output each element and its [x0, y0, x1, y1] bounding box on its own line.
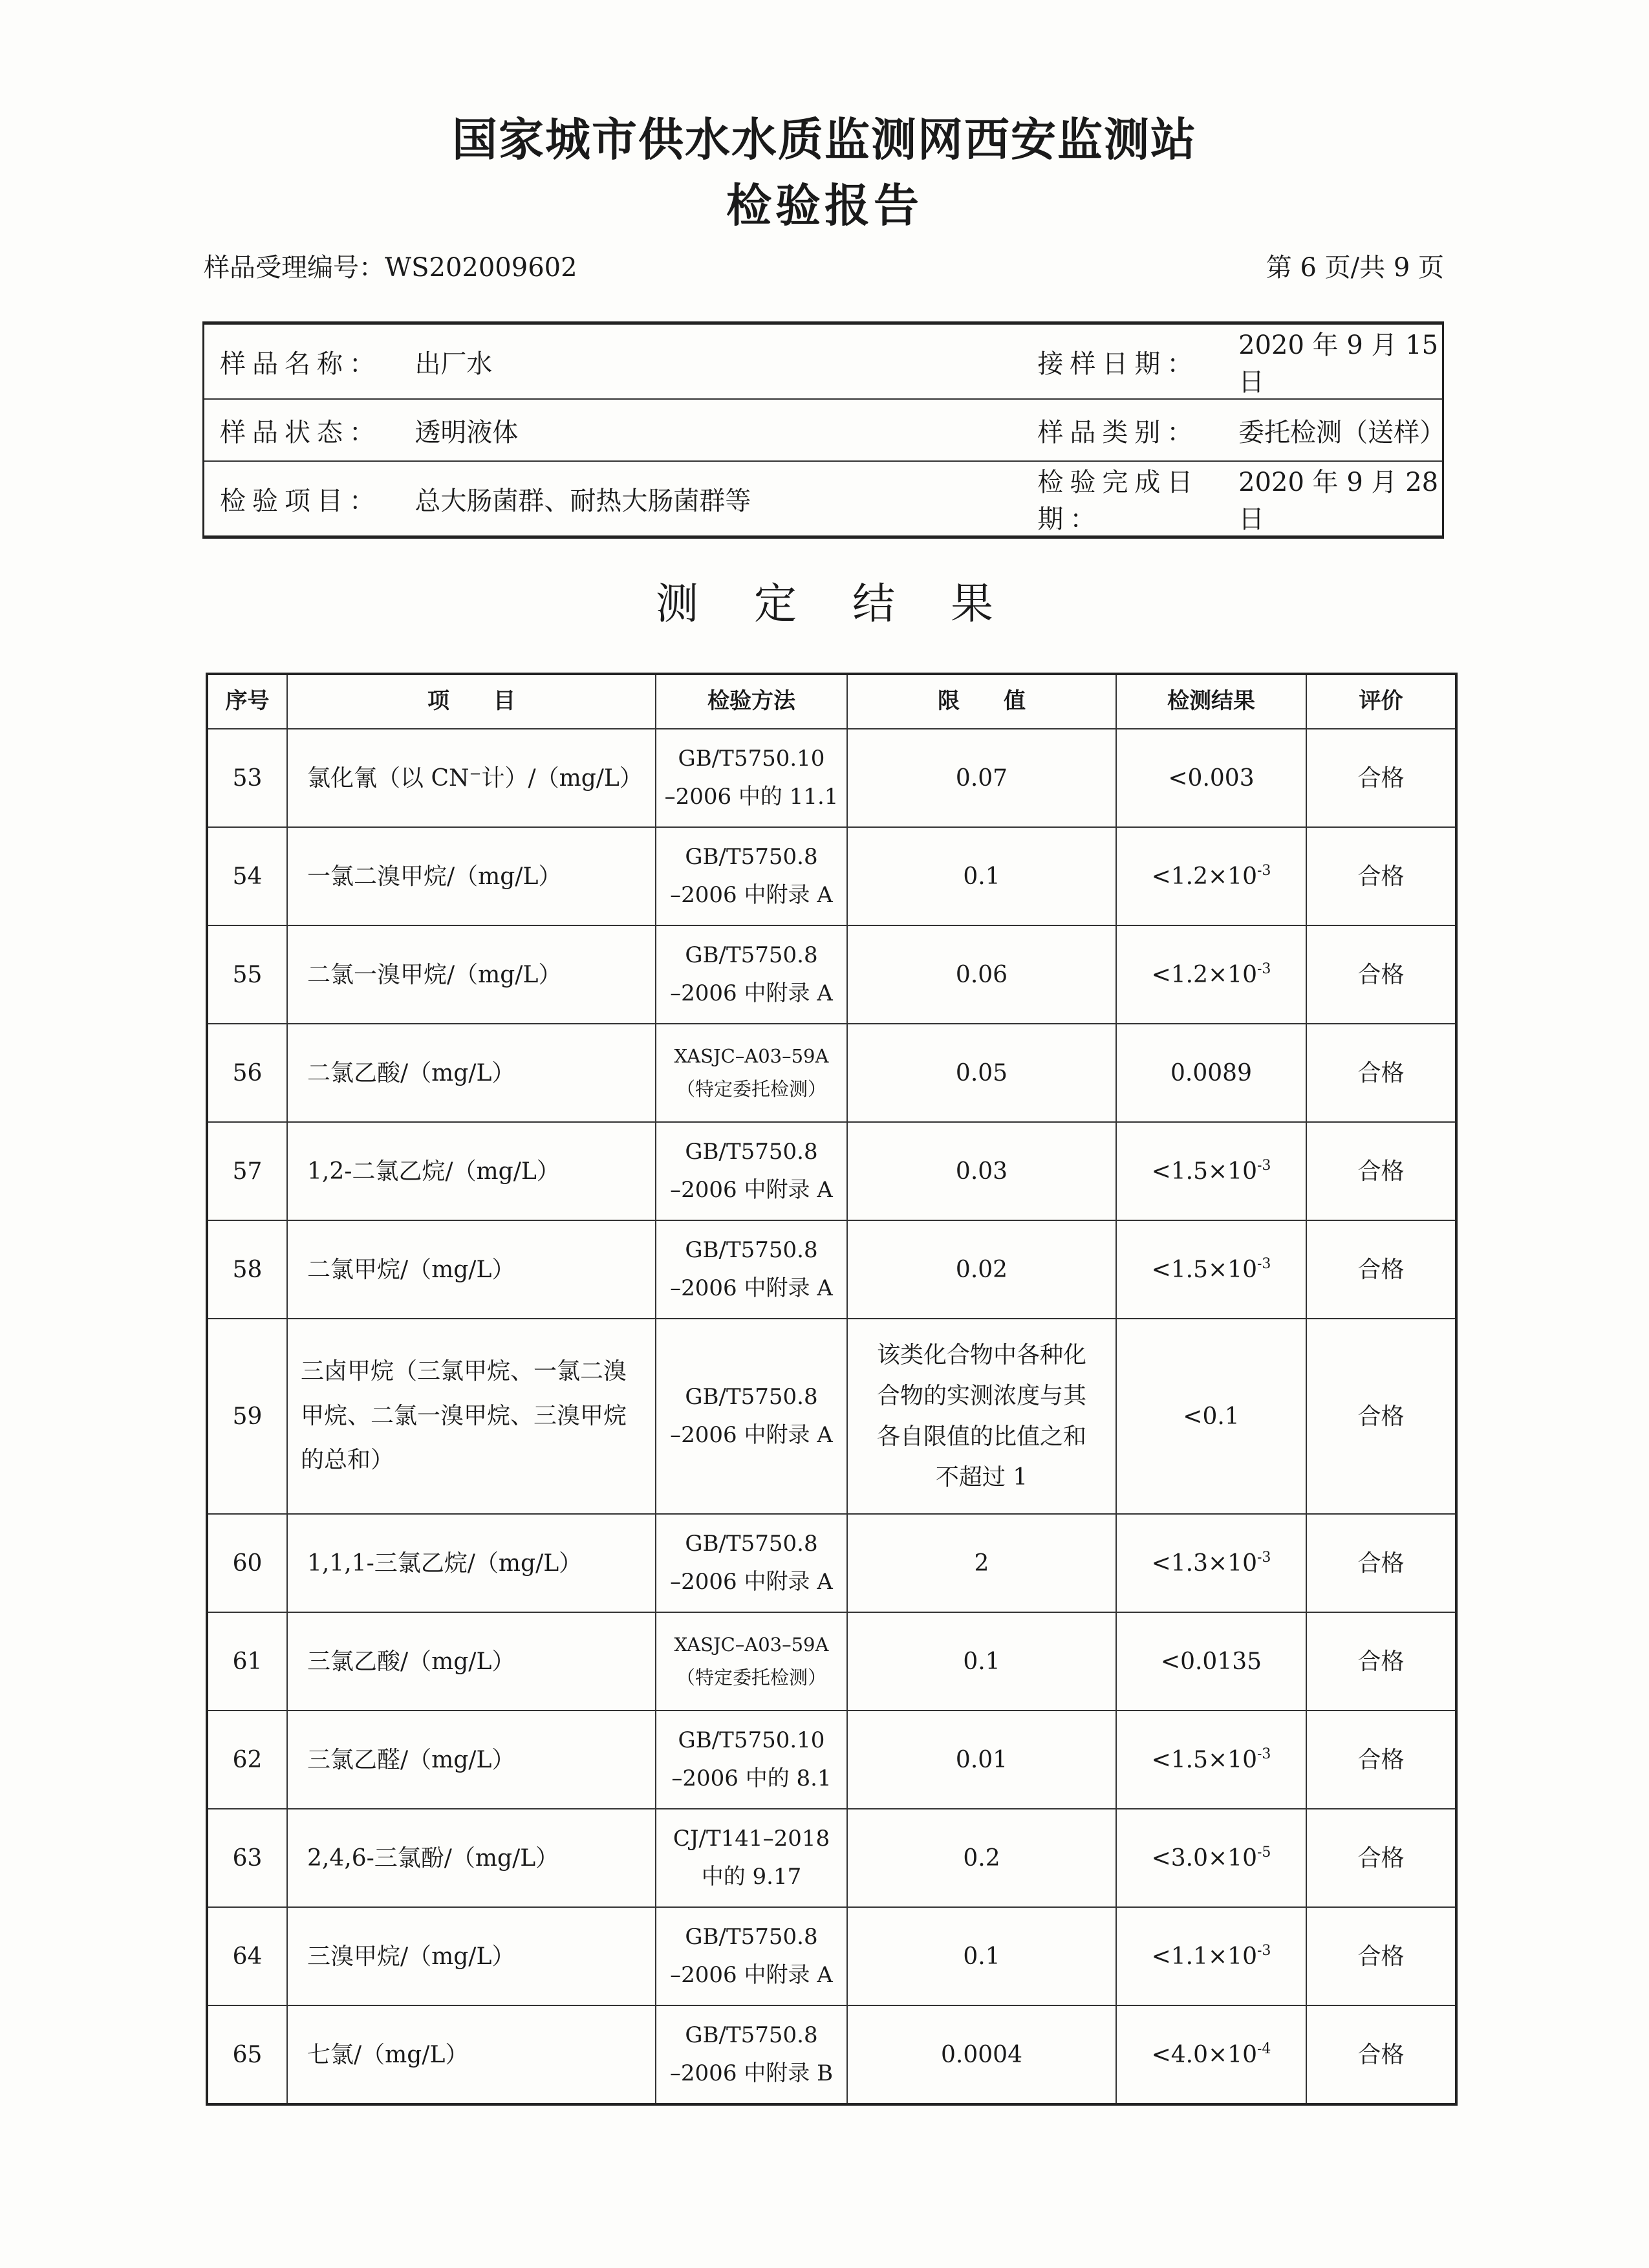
report-subtitle: 检验报告 — [726, 179, 923, 232]
row-method — [656, 925, 847, 1024]
row-result-base: <1.2×10 — [1151, 863, 1257, 890]
row-result — [1116, 1809, 1306, 1907]
row-evaluation: 合格 — [1306, 1711, 1456, 1809]
row-result-exponent: -3 — [1256, 1157, 1271, 1174]
column-header: 项 目 — [287, 674, 656, 729]
row-result-exponent: -3 — [1256, 960, 1271, 977]
row-limit-line: 合物的实测浓度与其 — [876, 1383, 1086, 1409]
table-row — [207, 1809, 1456, 1907]
row-item: 1,1,1-三氯乙烷/（mg/L） — [287, 1514, 656, 1612]
row-limit-line: 不超过 1 — [935, 1464, 1028, 1491]
row-item: 三溴甲烷/（mg/L） — [287, 1907, 656, 2005]
table-row — [207, 1024, 1456, 1122]
table-row — [207, 2005, 1456, 2104]
row-result-base: <1.5×10 — [1151, 1256, 1257, 1283]
row-method-line: GB/T5750.8 — [685, 1237, 818, 1263]
row-item: 二氯乙酸/（mg/L） — [287, 1024, 656, 1122]
sample-number: 样品受理编号：WS202009602 — [204, 253, 577, 283]
row-result — [1116, 1711, 1306, 1809]
row-evaluation: 合格 — [1306, 1907, 1456, 2005]
info-value: 总大肠菌群、耐热大肠菌群等 — [399, 461, 1022, 537]
row-result — [1116, 827, 1306, 925]
column-header: 评价 — [1306, 674, 1456, 729]
page-info: 第 6 页/共 9 页 — [1266, 253, 1444, 283]
table-row — [207, 1612, 1456, 1711]
column-header: 序号 — [207, 674, 287, 729]
row-method-line: GB/T5750.10 — [678, 1727, 825, 1753]
row-method — [656, 1809, 847, 1907]
row-number: 62 — [207, 1711, 287, 1809]
row-result-base: <3.0×10 — [1151, 1844, 1257, 1872]
row-item: 二氯一溴甲烷/（mg/L） — [287, 925, 656, 1024]
row-item: 二氯甲烷/（mg/L） — [287, 1220, 656, 1319]
row-method-line: GB/T5750.8 — [685, 942, 818, 968]
row-evaluation: 合格 — [1306, 1024, 1456, 1122]
row-result-exponent: -4 — [1256, 2040, 1271, 2057]
row-item: 一氯二溴甲烷/（mg/L） — [287, 827, 656, 925]
row-method-line: （特定委托检测） — [676, 1667, 826, 1689]
row-limit: 0.01 — [847, 1711, 1116, 1809]
row-method — [656, 1122, 847, 1220]
row-method — [656, 1319, 847, 1514]
row-method-line: –2006 中附录 A — [670, 882, 833, 908]
row-result — [1116, 729, 1306, 827]
row-result-exponent: -3 — [1256, 1549, 1271, 1566]
row-result-base: <1.1×10 — [1151, 1943, 1257, 1970]
row-result — [1116, 1907, 1306, 2005]
row-item-line: 三卤甲烷（三氯甲烷、一氯二溴 — [301, 1358, 627, 1385]
row-method-line: –2006 中附录 A — [670, 980, 833, 1006]
row-evaluation: 合格 — [1306, 1319, 1456, 1514]
table-row — [207, 1907, 1456, 2005]
report-title: 国家城市供水水质监测网西安监测站 — [452, 113, 1197, 166]
row-number: 59 — [207, 1319, 287, 1514]
row-item: 1,2-二氯乙烷/（mg/L） — [287, 1122, 656, 1220]
table-row — [207, 1122, 1456, 1220]
row-method-line: GB/T5750.10 — [678, 745, 825, 772]
row-limit: 0.05 — [847, 1024, 1116, 1122]
results-heading: 测定结果 — [656, 579, 1049, 629]
row-number: 61 — [207, 1612, 287, 1711]
row-limit — [847, 1319, 1116, 1514]
row-evaluation: 合格 — [1306, 1809, 1456, 1907]
row-method-line: –2006 中附录 B — [669, 2060, 834, 2086]
row-result — [1116, 1122, 1306, 1220]
row-number: 60 — [207, 1514, 287, 1612]
row-method-line: XASJC–A03–59A — [674, 1045, 829, 1068]
row-evaluation: 合格 — [1306, 1220, 1456, 1319]
row-result — [1116, 1024, 1306, 1122]
row-method-line: GB/T5750.8 — [685, 843, 818, 870]
row-limit: 0.0004 — [847, 2005, 1116, 2104]
row-number: 53 — [207, 729, 287, 827]
row-method — [656, 1220, 847, 1319]
table-row — [207, 827, 1456, 925]
info-label: 检验项目： — [204, 461, 400, 537]
row-method-line: –2006 中附录 A — [670, 1962, 833, 1988]
column-header: 检测结果 — [1116, 674, 1306, 729]
row-method-line: GB/T5750.8 — [685, 1530, 818, 1557]
row-result — [1116, 925, 1306, 1024]
row-method-line: GB/T5750.8 — [685, 1383, 818, 1410]
row-result-base: <4.0×10 — [1151, 2041, 1257, 2068]
info-right-label: 检验完成日期： — [1022, 461, 1223, 537]
sample-info-table — [202, 321, 1444, 539]
row-limit: 0.02 — [847, 1220, 1116, 1319]
row-result-base: <1.5×10 — [1151, 1158, 1257, 1185]
row-number: 56 — [207, 1024, 287, 1122]
info-row — [204, 399, 1443, 461]
row-method-line: GB/T5750.8 — [685, 1138, 818, 1165]
row-limit: 0.1 — [847, 1907, 1116, 2005]
row-result-exponent: -5 — [1256, 1844, 1271, 1861]
table-row — [207, 1514, 1456, 1612]
info-right-value: 2020 年 9 月 28 日 — [1223, 461, 1443, 537]
row-number: 64 — [207, 1907, 287, 2005]
table-row — [207, 1711, 1456, 1809]
info-right-label: 样品类别： — [1022, 399, 1223, 461]
row-result-base: <1.5×10 — [1151, 1746, 1257, 1773]
row-method — [656, 2005, 847, 2104]
row-method-line: （特定委托检测） — [676, 1078, 826, 1100]
row-limit-line: 各自限值的比值之和 — [876, 1423, 1086, 1450]
row-method — [656, 729, 847, 827]
row-method-line: GB/T5750.8 — [685, 2022, 818, 2048]
info-value: 出厂水 — [399, 323, 1022, 400]
row-result-base: <1.2×10 — [1151, 961, 1257, 988]
row-result — [1116, 1612, 1306, 1711]
row-item-line: 的总和） — [301, 1447, 394, 1474]
row-limit: 0.2 — [847, 1809, 1116, 1907]
row-method-line: –2006 中的 11.1 — [664, 784, 839, 810]
row-result — [1116, 2005, 1306, 2104]
table-row — [207, 1220, 1456, 1319]
row-evaluation: 合格 — [1306, 1514, 1456, 1612]
row-limit: 0.1 — [847, 1612, 1116, 1711]
row-limit: 0.1 — [847, 827, 1116, 925]
row-number: 63 — [207, 1809, 287, 1907]
row-evaluation: 合格 — [1306, 925, 1456, 1024]
row-number: 57 — [207, 1122, 287, 1220]
info-label: 样品名称： — [204, 323, 400, 400]
row-method — [656, 1612, 847, 1711]
info-right-value: 2020 年 9 月 15 日 — [1223, 323, 1443, 400]
row-limit: 0.03 — [847, 1122, 1116, 1220]
row-number: 65 — [207, 2005, 287, 2104]
row-result — [1116, 1514, 1306, 1612]
row-result — [1116, 1319, 1306, 1514]
info-right-value: 委托检测（送样） — [1223, 399, 1443, 461]
row-method-line: –2006 中的 8.1 — [671, 1766, 832, 1791]
row-method-line: XASJC–A03–59A — [674, 1634, 829, 1656]
row-limit: 0.06 — [847, 925, 1116, 1024]
row-result — [1116, 1220, 1306, 1319]
row-result-base: <1.3×10 — [1151, 1550, 1257, 1577]
row-number: 55 — [207, 925, 287, 1024]
row-method — [656, 827, 847, 925]
column-header: 限 值 — [847, 674, 1116, 729]
info-right-label: 接样日期： — [1022, 323, 1223, 400]
row-item-line: 甲烷、二氯一溴甲烷、三溴甲烷 — [301, 1402, 627, 1429]
row-result-base: <0.003 — [1168, 764, 1255, 792]
row-item: 三氯乙酸/（mg/L） — [287, 1612, 656, 1711]
row-limit: 0.07 — [847, 729, 1116, 827]
row-method — [656, 1907, 847, 2005]
row-method-line: GB/T5750.8 — [685, 1923, 818, 1950]
row-result-base: <0.1 — [1183, 1403, 1240, 1430]
info-row — [204, 461, 1443, 537]
row-item: 2,4,6-三氯酚/（mg/L） — [287, 1809, 656, 1907]
row-result-exponent: -3 — [1256, 862, 1271, 879]
row-method-line: CJ/T141–2018 — [673, 1825, 830, 1852]
table-header-row — [207, 674, 1456, 729]
row-item: 氯化氰（以 CN⁻计）/（mg/L） — [287, 729, 656, 827]
row-limit-line: 该类化合物中各种化 — [876, 1342, 1086, 1368]
row-item: 三氯乙醛/（mg/L） — [287, 1711, 656, 1809]
table-row — [207, 925, 1456, 1024]
row-result-exponent: -3 — [1256, 1745, 1271, 1762]
row-method — [656, 1711, 847, 1809]
table-row — [207, 729, 1456, 827]
row-number: 54 — [207, 827, 287, 925]
info-label: 样品状态： — [204, 399, 400, 461]
row-method-line: –2006 中附录 A — [670, 1275, 833, 1301]
row-limit: 2 — [847, 1514, 1116, 1612]
row-method-line: –2006 中附录 A — [670, 1422, 833, 1448]
row-method-line: 中的 9.17 — [701, 1864, 802, 1890]
column-header: 检验方法 — [656, 674, 847, 729]
row-evaluation: 合格 — [1306, 1122, 1456, 1220]
row-evaluation: 合格 — [1306, 2005, 1456, 2104]
row-number: 58 — [207, 1220, 287, 1319]
row-method-line: –2006 中附录 A — [670, 1569, 833, 1595]
row-item — [287, 1319, 656, 1514]
row-method — [656, 1514, 847, 1612]
row-result-exponent: -3 — [1256, 1255, 1271, 1272]
row-evaluation: 合格 — [1306, 1612, 1456, 1711]
results-table — [206, 673, 1458, 2106]
row-evaluation: 合格 — [1306, 827, 1456, 925]
row-result-base: <0.0135 — [1160, 1648, 1262, 1675]
info-value: 透明液体 — [399, 399, 1022, 461]
table-row — [207, 1319, 1456, 1514]
row-result-exponent: -3 — [1256, 1942, 1271, 1959]
info-row — [204, 323, 1443, 400]
row-item: 七氯/（mg/L） — [287, 2005, 656, 2104]
row-method-line: –2006 中附录 A — [670, 1177, 833, 1203]
row-evaluation: 合格 — [1306, 729, 1456, 827]
row-method — [656, 1024, 847, 1122]
row-result-base: 0.0089 — [1170, 1059, 1252, 1086]
